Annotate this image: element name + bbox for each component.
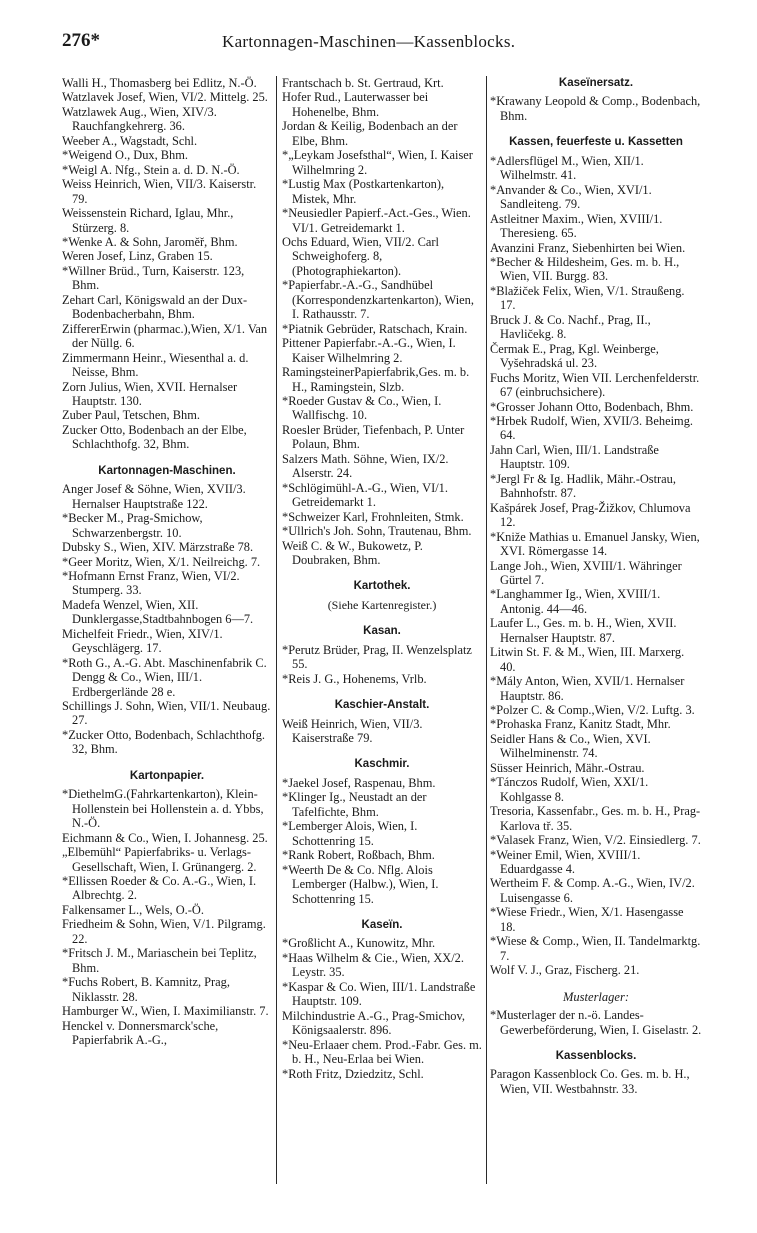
- entry-list: [282, 776, 482, 906]
- directory-entry: Salzers Math. Söhne, Wien, IX/2. Alserstr. 24.: [282, 451, 449, 481]
- directory-entry: Lange Joh., Wien, XVIII/1. Währinger Gürtel 7.: [490, 558, 682, 587]
- directory-entry: Zorn Julius, Wien, XVII. Hernalser Hauptstr. 130.: [62, 379, 238, 408]
- directory-entry: Weren Josef, Linz, Graben 15.: [62, 249, 213, 264]
- column-divider: [276, 76, 277, 1184]
- directory-entry: *Polzer C. & Comp.,Wien, V/2. Luftg. 3.: [490, 703, 695, 718]
- directory-entry: *Roeder Gustav & Co., Wien, I. Wallfischg. 10.: [282, 393, 442, 423]
- section-heading: Kartothek.: [353, 580, 411, 593]
- directory-entry: *Haas Wilhelm & Cie., Wien, XX/2. Leystr. 35.: [282, 950, 464, 980]
- column-divider: [486, 76, 487, 1184]
- directory-entry: *Reis J. G., Hohenems, Vrlb.: [282, 671, 427, 686]
- directory-entry: *Grosser Johann Otto, Bodenbach, Bhm.: [490, 399, 694, 414]
- section-heading: Kassenblocks.: [555, 1050, 637, 1062]
- directory-entry: Jahn Carl, Wien, III/1. Landstraße Hauptstr. 109.: [490, 442, 659, 472]
- directory-entry: Weissenstein Richard, Iglau, Mhr., Stürzerg. 8.: [62, 206, 234, 235]
- directory-entry: Kašpárek Josef, Prag-Žižkov, Chlumova 12.: [490, 500, 691, 530]
- entry-list: [282, 936, 482, 1081]
- directory-entry: *Blažiček Felix, Wien, V/1. Straußeng. 17.: [490, 283, 685, 313]
- directory-entry: *Kaspar & Co. Wien, III/1. Landstraße Hauptstr. 109.: [282, 979, 476, 1009]
- directory-entry: Hamburger W., Wien, I. Maximilianstr. 7.: [62, 1004, 269, 1019]
- page-title: Kartonnagen-Maschinen—Kassenblocks.: [222, 32, 516, 51]
- directory-entry: Seidler Hans & Co., Wien, XVI. Wilhelminenstr. 74.: [490, 731, 651, 761]
- column-2: [282, 76, 482, 1186]
- directory-entry: *Anvander & Co., Wien, XVI/1. Sandleiteng. 79.: [490, 182, 652, 212]
- directory-entry: *Wenke A. & Sohn, Jaroměř, Bhm.: [62, 234, 238, 249]
- directory-entry: *Papierfabr.-A.-G., Sandhübel (Korrespondenzkartenkarton), Wien, I. Rathausstr. 7.: [282, 278, 474, 322]
- entry-list: [282, 76, 482, 567]
- directory-entry: Anger Josef & Söhne, Wien, XVII/3. Hernalser Hauptstraße 122.: [62, 482, 246, 511]
- directory-entry: *Langhammer Ig., Wien, XVIII/1. Antonig. 44—46.: [490, 587, 661, 616]
- directory-entry: Paragon Kassenblock Co. Ges. m. b. H., Wien, VII. Westbahnstr. 33.: [490, 1067, 690, 1096]
- directory-entry: *Geer Moritz, Wien, X/1. Neilreichg. 7.: [62, 554, 261, 569]
- directory-entry: RamingsteinerPapierfabrik,Ges. m. b. H., Ramingstein, Slzb.: [282, 365, 470, 394]
- directory-entry: *Wiese & Comp., Wien, II. Tandelmarktg. 7.: [490, 934, 701, 963]
- directory-entry: ZiffererErwin (pharmac.),Wien, X/1. Van der Nüllg. 6.: [62, 321, 268, 351]
- directory-entry: *Schweizer Karl, Frohnleiten, Stmk.: [282, 509, 464, 524]
- entry-list: [62, 76, 272, 452]
- directory-entry: Watzlawek Aug., Wien, XIV/3. Rauchfangkehrerg. 36.: [62, 104, 217, 134]
- directory-entry: *Becher & Hildesheim, Ges. m. b. H., Wien, VII. Burgg. 83.: [490, 254, 680, 284]
- section-heading: Kaseïn.: [361, 919, 403, 932]
- directory-entry: Walli H., Thomasberg bei Edlitz, N.-Ö.: [62, 76, 257, 90]
- directory-entry: Ochs Eduard, Wien, VII/2. Carl Schweighoferg. 8, (Photographiekarton).: [282, 234, 439, 278]
- directory-entry: Čermak E., Prag, Kgl. Weinberge, Vyšehradská ul. 23.: [490, 341, 659, 371]
- section-heading: Kasan.: [363, 625, 401, 638]
- entry-list: [62, 482, 272, 757]
- directory-entry: *Tánczos Rudolf, Wien, XXI/1. Kohlgasse 8.: [490, 775, 649, 804]
- directory-entry: *Piatnik Gebrüder, Ratschach, Krain.: [282, 321, 468, 336]
- directory-entry: *Klinger Ig., Neustadt an der Tafelfichte, Bhm.: [282, 790, 427, 819]
- directory-entry: Zehart Carl, Königswald an der Dux-Bodenbacherbahn, Bhm.: [62, 292, 248, 322]
- directory-entry: Milchindustrie A.-G., Prag-Smichov, Königsaalerstr. 896.: [282, 1008, 465, 1038]
- directory-entry: *Roth G., A.-G. Abt. Maschinenfabrik C. Dengg & Co., Wien, III/1. Erdbergerlände 28 e.: [62, 655, 267, 699]
- directory-entry: Wolf V. J., Graz, Fischerg. 21.: [490, 963, 640, 978]
- directory-entry: *Valasek Franz, Wien, V/2. Einsiedlerg. 7.: [490, 833, 701, 848]
- section-heading: Kaseïnersatz.: [558, 77, 634, 89]
- directory-entry: Weiß Heinrich, Wien, VII/3. Kaiserstraße 79.: [282, 716, 423, 746]
- directory-entry: Frantschach b. St. Gertraud, Krt.: [282, 76, 444, 90]
- directory-entry: Tresoria, Kassenfabr., Ges. m. b. H., Prag-Karlova tř. 35.: [490, 804, 701, 833]
- directory-entry: *Hrbek Rudolf, Wien, XVII/3. Beheimg. 64.: [490, 413, 693, 443]
- entry-list: [282, 643, 482, 686]
- directory-entry: *Hofmann Ernst Franz, Wien, VI/2. Stumperg. 33.: [62, 568, 240, 598]
- directory-entry: *Willner Brüd., Turn, Kaiserstr. 123, Bhm.: [62, 263, 245, 293]
- section-heading: Kaschier-Anstalt.: [334, 699, 430, 712]
- directory-entry: Wertheim F. & Comp. A.-G., Wien, IV/2. Luisengasse 6.: [490, 876, 695, 905]
- entry-list: [490, 1008, 702, 1037]
- directory-entry: Zuber Paul, Tetschen, Bhm.: [62, 408, 200, 423]
- directory-entry: *Schlögimühl-A.-G., Wien, VI/1. Getreidemarkt 1.: [282, 480, 448, 510]
- directory-entry: *Weigend O., Dux, Bhm.: [62, 148, 188, 163]
- section-heading: Musterlager:: [563, 989, 629, 1004]
- directory-entry: Pittener Papierfabr.-A.-G., Wien, I. Kaiser Wilhelmring 2.: [282, 336, 456, 365]
- directory-entry: *Rank Robert, Roßbach, Bhm.: [282, 848, 435, 863]
- section-heading: Kaschmir.: [354, 758, 410, 771]
- directory-entry: *„Leykam Josefsthal“, Wien, I. Kaiser Wilhelmring 2.: [282, 148, 473, 177]
- directory-entry: Avanzini Franz, Siebenhirten bei Wien.: [490, 240, 686, 255]
- directory-entry: *Wiese Friedr., Wien, X/1. Hasengasse 18.: [490, 905, 684, 934]
- directory-entry: *Prohaska Franz, Kanitz Stadt, Mhr.: [490, 717, 671, 732]
- directory-entry: *Krawany Leopold & Comp., Bodenbach, Bhm.: [490, 94, 701, 123]
- directory-entry: Hofer Rud., Lauterwasser bei Hohenelbe, Bhm.: [282, 90, 429, 119]
- directory-entry: Madefa Wenzel, Wien, XII. Dunklergasse,Stadtbahnbogen 6—7.: [62, 597, 254, 627]
- directory-entry: *Neusiedler Papierf.-Act.-Ges., Wien. VI/1. Getreidemarkt 1.: [282, 206, 471, 235]
- directory-entry: *Zucker Otto, Bodenbach, Schlachthofg. 32, Bhm.: [62, 727, 266, 757]
- page-header: [62, 30, 702, 56]
- directory-entry: Fuchs Moritz, Wien VII. Lerchenfelderstr. 67 (einbruchsichere).: [490, 370, 700, 400]
- directory-entry: Laufer L., Ges. m. b. H., Wien, XVII. Hernalser Hauptstr. 87.: [490, 616, 677, 645]
- directory-entry: Bruck J. & Co. Nachf., Prag, II., Havličekg. 8.: [490, 312, 651, 342]
- directory-entry: Weiss Heinrich, Wien, VII/3. Kaiserstr. 79.: [62, 177, 257, 206]
- column-1: [62, 76, 272, 1186]
- entry-list: [282, 717, 482, 746]
- directory-entry: *Becker M., Prag-Smichow, Schwarzenbergstr. 10.: [62, 511, 203, 540]
- entry-list: [490, 94, 702, 123]
- entry-list: [62, 787, 272, 1047]
- directory-entry: Michelfeit Friedr., Wien, XIV/1. Geyschlägerg. 17.: [62, 626, 223, 656]
- directory-entry: Litwin St. F. & M., Wien, III. Marxerg. 40.: [490, 645, 685, 674]
- directory-entry: *Lustig Max (Postkartenkarton), Mistek, Mhr.: [282, 177, 445, 206]
- section-heading: Kartonnagen-Maschinen.: [98, 464, 236, 477]
- directory-entry: *Adlersflügel M., Wien, XII/1. Wilhelmstr. 41.: [490, 153, 644, 183]
- directory-entry: Weiß C. & W., Bukowetz, P. Doubraken, Bhm.: [282, 538, 423, 567]
- directory-entry: Zucker Otto, Bodenbach an der Elbe, Schlachthofg. 32, Bhm.: [62, 422, 247, 452]
- directory-entry: *Lemberger Alois, Wien, I. Schottenring 15.: [282, 819, 418, 848]
- directory-entry: Süsser Heinrich, Mähr.-Ostrau.: [490, 760, 645, 775]
- directory-entry: *Ellissen Roeder & Co. A.-G., Wien, I. Albrechtg. 2.: [62, 874, 257, 903]
- directory-entry: *Roth Fritz, Dziedzitz, Schl.: [282, 1066, 424, 1081]
- directory-entry: *Weerth De & Co. Nflg. Alois Lemberger (Halbw.), Wien, I. Schottenring 15.: [282, 862, 439, 906]
- directory-entry: *Musterlager der n.-ö. Landes-Gewerbeförderung, Wien, I. Giselastr. 2.: [490, 1008, 702, 1037]
- directory-entry: *Fritsch J. M., Mariaschein bei Teplitz, Bhm.: [62, 946, 257, 975]
- directory-entry: *Mály Anton, Wien, XVII/1. Hernalser Hauptstr. 86.: [490, 674, 685, 703]
- directory-entry: Dubsky S., Wien, XIV. Märzstraße 78.: [62, 540, 254, 555]
- directory-entry: *Ullrich's Joh. Sohn, Trautenau, Bhm.: [282, 524, 472, 539]
- directory-entry: Eichmann & Co., Wien, I. Johannesg. 25.: [62, 830, 268, 845]
- directory-entry: *Fuchs Robert, B. Kamnitz, Prag, Niklasstr. 28.: [62, 975, 230, 1004]
- directory-entry: *DiethelmG.(Fahrkartenkarton), Klein-Hollenstein bei Hollenstein a. d. Ybbs, N.-Ö.: [62, 787, 264, 831]
- directory-entry: Watzlavek Josef, Wien, VI/2. Mittelg. 25.: [62, 90, 268, 105]
- column-3: [490, 76, 702, 1186]
- directory-entry: *Neu-Erlaaer chem. Prod.-Fabr. Ges. m. b. H., Neu-Erlaa bei Wien.: [282, 1037, 482, 1067]
- entry-list: [490, 1067, 702, 1096]
- directory-entry: *Perutz Brüder, Prag, II. Wenzelsplatz 55.: [282, 642, 472, 672]
- directory-entry: Henckel v. Donnersmarck'sche, Papierfabrik A.-G.,: [62, 1018, 219, 1047]
- entry-list: [490, 154, 702, 978]
- directory-entry: *Jergl Fr & Ig. Hadlik, Mähr.-Ostrau, Bahnhofstr. 87.: [490, 471, 676, 501]
- directory-entry: *Weigl A. Nfg., Stein a. d. D. N.-Ö.: [62, 162, 240, 177]
- directory-entry: Falkensamer L., Wels, O.-Ö.: [62, 902, 204, 917]
- directory-entry: *Jaekel Josef, Raspenau, Bhm.: [282, 775, 436, 790]
- directory-entry: *Weiner Emil, Wien, XVIII/1. Eduardgasse 4.: [490, 847, 641, 877]
- directory-entry: *Großlicht A., Kunowitz, Mhr.: [282, 936, 436, 951]
- directory-entry: Astleitner Maxim., Wien, XVIII/1. Theresieng. 65.: [490, 211, 663, 241]
- directory-entry: Weeber A., Wagstadt, Schl.: [62, 133, 198, 148]
- page-number: 276*: [62, 30, 100, 51]
- directory-entry: Roesler Brüder, Tiefenbach, P. Unter Polaun, Bhm.: [282, 422, 465, 452]
- directory-entry: „Elbemühl“ Papierfabriks- u. Verlags-Gesellschaft, Wien, I. Grünangerg. 2.: [62, 845, 257, 874]
- section-heading: Kassen, feuerfeste u. Kassetten: [509, 136, 683, 149]
- directory-entry: *Knižе Mathias u. Emanuel Jansky, Wien, XVI. Römergasse 14.: [490, 529, 700, 559]
- directory-entry: Schillings J. Sohn, Wien, VII/1. Neubaug. 27.: [62, 699, 271, 728]
- cross-reference-note: (Siehe Kartenregister.): [327, 597, 437, 612]
- section-heading: Kartonpapier.: [129, 769, 205, 782]
- directory-entry: Zimmermann Heinr., Wiesenthal a. d. Neisse, Bhm.: [62, 350, 249, 380]
- directory-entry: Jordan & Keilig, Bodenbach an der Elbe, Bhm.: [282, 119, 458, 148]
- directory-entry: Friedheim & Sohn, Wien, V/1. Pilgramg. 22.: [62, 917, 266, 946]
